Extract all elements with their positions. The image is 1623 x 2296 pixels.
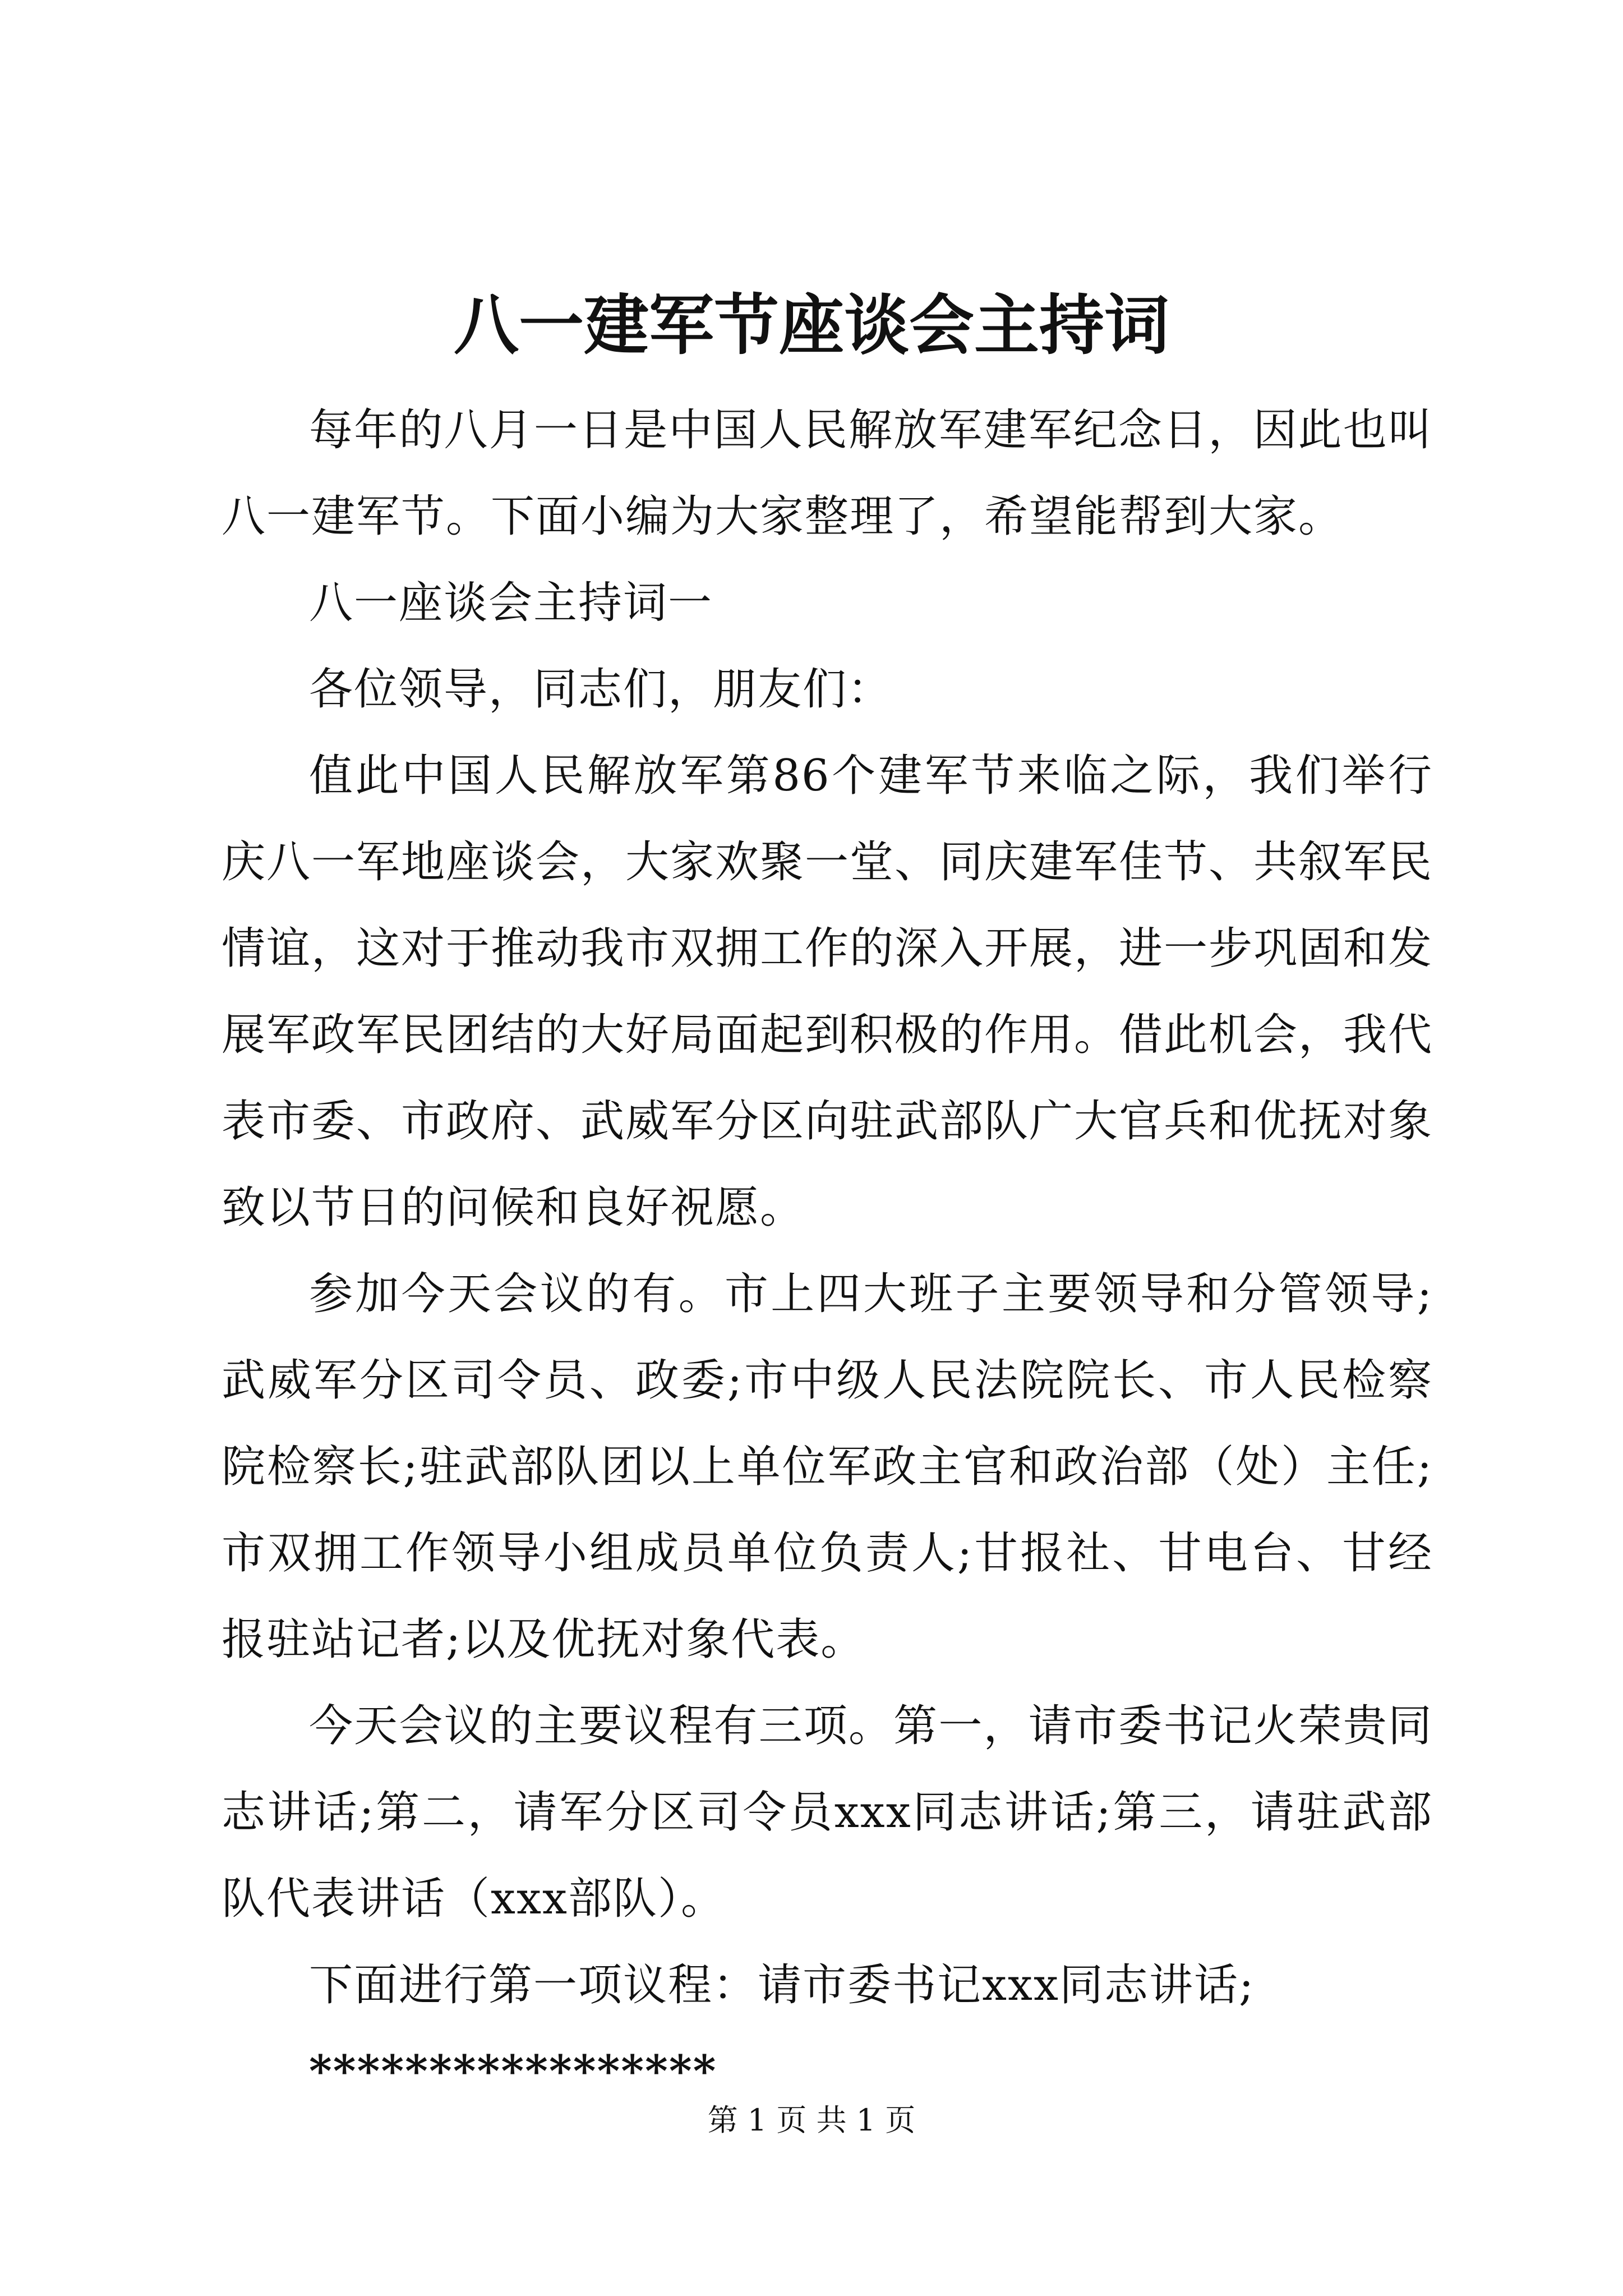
attendees-paragraph: 参加今天会议的有。市上四大班子主要领导和分管领导;武威军分区司令员、政委;市中级人民法院院长、市人民检察院检察长;驻武部队团以上单位军政主官和政治部（处）主任;市双拥工作领导小组成员单位负责人;甘报社、甘电台、甘经报驻站记者;以及优抚对象代表。 [222, 1269, 1433, 1665]
section-heading: 八一座谈会主持词一 [309, 578, 713, 628]
opening-paragraph: 值此中国人民解放军第86个建军节来临之际，我们举行庆八一军地座谈会，大家欢聚一堂、同庆建军佳节、共叙军民情谊，这对于推动我市双拥工作的深入开展，进一步巩固和发展军政军民团结的大好局面起到积极的作用。借此机会，我代表市委、市政府、武威军分区向驻武部队广大官兵和优抚对象致以节日的问候和良好祝愿。 [222, 751, 1433, 1233]
page-footer: 第 1 页 共 1 页 [707, 2102, 916, 2138]
document-body [222, 387, 1433, 2115]
agenda-paragraph: 今天会议的主要议程有三项。第一，请市委书记火荣贵同志讲话;第二，请军分区司令员xxx同志讲话;第三，请驻武部队代表讲话（xxx部队）。 [222, 1701, 1433, 1924]
document-title: 八一建军节座谈会主持词 [454, 287, 1169, 364]
intro-paragraph: 每年的八月一日是中国人民解放军建军纪念日，因此也叫八一建军节。下面小编为大家整理了，希望能帮到大家。 [222, 405, 1433, 542]
first-agenda-item: 下面进行第一项议程：请市委书记xxx同志讲话; [309, 1960, 1255, 2010]
salutation: 各位领导，同志们，朋友们： [309, 664, 893, 715]
separator-stars: ***************** [309, 2046, 717, 2097]
